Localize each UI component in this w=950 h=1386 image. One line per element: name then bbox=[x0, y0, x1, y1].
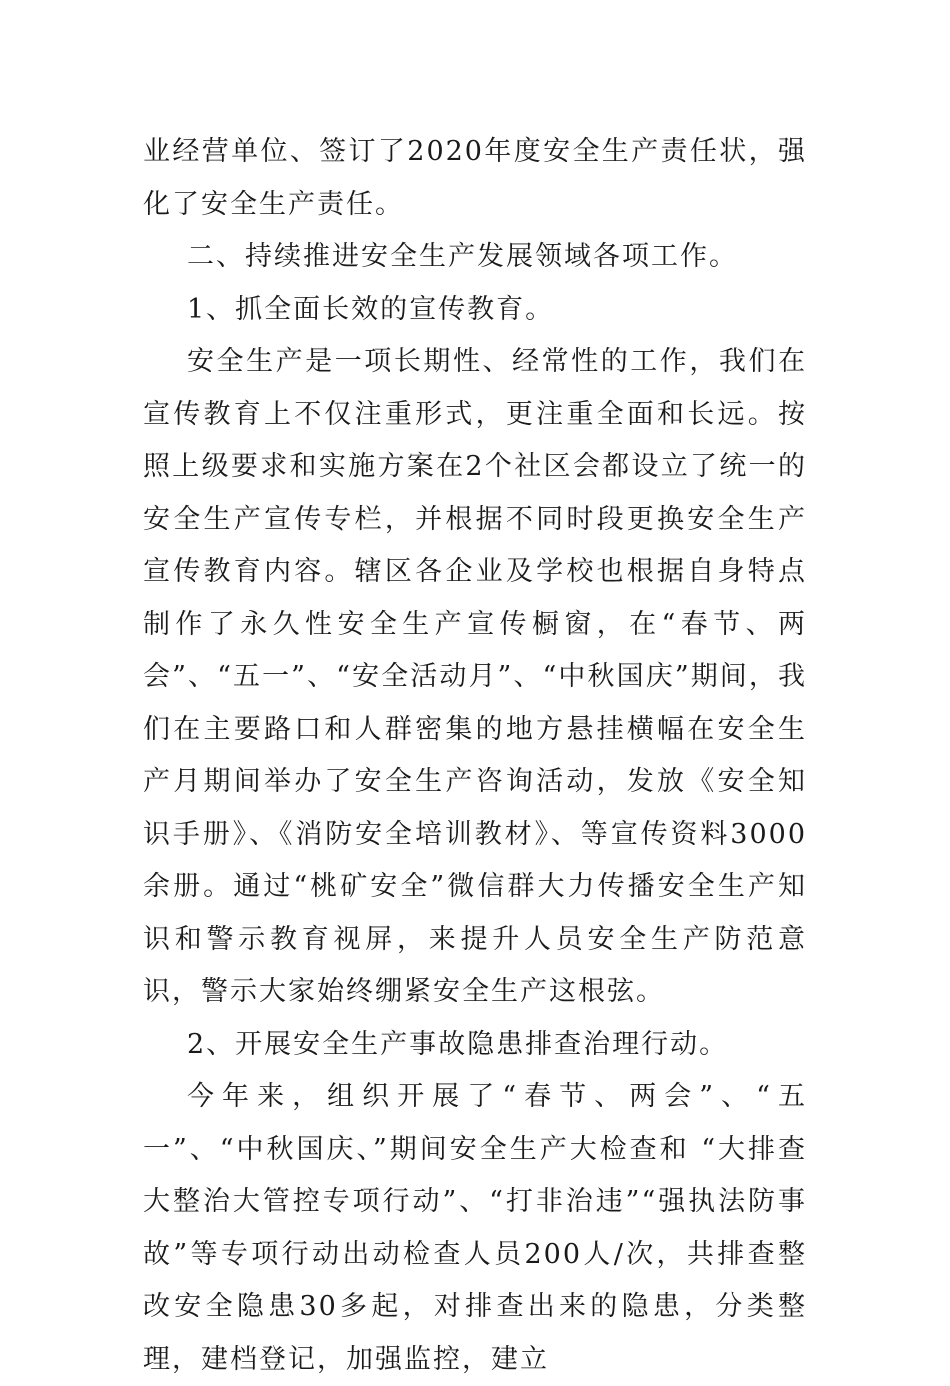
paragraph-hazard-inspection: 今年来，组织开展了“春节、两会”、“五一”、“中秋国庆、”期间安全生产大检查和 “大排查大整治大管控专项行动”、“打非治违”“强执法防事故”等专项行动出动检查人员200人/次，共排查整改安全隐患30多起，对排查出来的隐患，分类整理，建档登记，加强监控，建立 bbox=[143, 1081, 807, 1375]
subheading-2: 2、开展安全生产事故隐患排查治理行动。 bbox=[187, 1028, 729, 1060]
section-heading-2: 二、持续推进安全生产发展领域各项工作。 bbox=[187, 241, 738, 272]
paragraph-publicity-education: 安全生产是一项长期性、经常性的工作，我们在宣传教育上不仅注重形式，更注重全面和长远。按照上级要求和实施方案在2个社区会都设立了统一的安全生产宣传专栏，并根据不同时段更换安全生产宣传教育内容。辖区各企业及学校也根据自身特点制作了永久性安全生产宣传橱窗，在“春节、两会”、“五一”、“安全活动月”、“中秋国庆”期间，我们在主要路口和人群密集的地方悬挂横幅在安全生产月期间举办了安全生产咨询活动，发放《安全知识手册》、《消防安全培训教材》、等宣传资料3000余册。通过“桃矿安全”微信群大力传播安全生产知识和警示教育视屏，来提升人员安全生产防范意识，警示大家始终绷紧安全生产这根弦。 bbox=[143, 346, 807, 1007]
subheading-1: 1、抓全面长效的宣传教育。 bbox=[187, 293, 555, 325]
document-body bbox=[143, 126, 807, 1386]
paragraph-continuation: 业经营单位、签订了2020年度安全生产责任状，强化了安全生产责任。 bbox=[143, 136, 807, 220]
